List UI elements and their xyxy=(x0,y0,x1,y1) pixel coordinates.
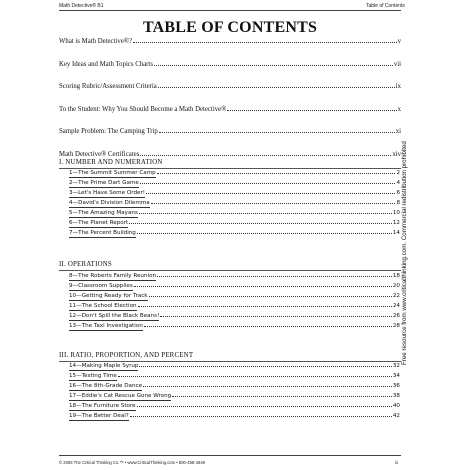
section-divider xyxy=(59,168,401,169)
toc-entry-page: 24 xyxy=(392,303,400,309)
leader-dots xyxy=(172,396,392,397)
toc-entry-label: 7—The Percent Building xyxy=(69,230,136,236)
page-title: TABLE OF CONTENTS xyxy=(142,19,318,36)
toc-entry-label: Math Detective® Certificates xyxy=(59,150,140,158)
leader-dots xyxy=(139,213,392,214)
leader-dots xyxy=(137,233,392,234)
toc-entry-page: 38 xyxy=(392,393,400,399)
toc-entry-page: x xyxy=(397,105,401,113)
leader-dots xyxy=(144,326,392,327)
toc-entry-label: 10—Getting Ready for Track xyxy=(69,293,148,299)
toc-entry[interactable] xyxy=(69,393,400,403)
toc-entry-label: 19—The Better Deal? xyxy=(69,413,129,419)
footer-divider xyxy=(59,455,401,456)
toc-entry[interactable] xyxy=(69,283,400,293)
toc-entry-key-ideas[interactable] xyxy=(59,61,401,84)
leader-dots xyxy=(160,316,392,317)
toc-entry[interactable] xyxy=(69,303,400,313)
leader-dots xyxy=(140,183,396,184)
leader-dots xyxy=(139,366,391,367)
toc-entry[interactable] xyxy=(69,413,400,423)
toc-entry-label: 17—Eddie's Cat Rescue Gone Wrong xyxy=(69,393,172,399)
side-notice: Free resource from www.criticalthinking.com. Commercial redistribution prohibited xyxy=(401,141,408,365)
toc-entry[interactable] xyxy=(69,293,400,303)
section-heading-number-numeration: I. NUMBER AND NUMERATION xyxy=(59,159,163,166)
running-header-left: Math Detective® B1 xyxy=(59,3,104,9)
toc-entry-page: 32 xyxy=(392,363,400,369)
toc-entry-label: 18—The Furniture Store xyxy=(69,403,136,409)
toc-entry-label: 15—Testing Time xyxy=(69,373,117,379)
toc-entry-label: 1—The Summit Summer Camp xyxy=(69,170,156,176)
toc-entry-page: 18 xyxy=(392,273,400,279)
leader-dots xyxy=(134,286,392,287)
leader-dots xyxy=(133,42,397,43)
toc-entry-label: 2—The Prime Dart Game xyxy=(69,180,139,186)
toc-entry[interactable] xyxy=(69,220,400,230)
toc-entry-page: 2 xyxy=(396,170,400,176)
toc-entry-page: ix xyxy=(395,83,401,91)
toc-entry-label: 16—The 8th-Grade Dance xyxy=(69,383,143,389)
section-divider xyxy=(59,361,401,362)
toc-entry-page: 20 xyxy=(392,283,400,289)
toc-entry[interactable] xyxy=(69,230,400,240)
toc-entry-page: vii xyxy=(393,60,401,68)
toc-entry[interactable] xyxy=(69,313,400,323)
toc-entry-page: 40 xyxy=(392,403,400,409)
toc-entry-to-the-student[interactable] xyxy=(59,106,401,129)
toc-entry[interactable] xyxy=(69,190,400,200)
toc-entry-scoring-rubric[interactable] xyxy=(59,83,401,106)
toc-entry-label: Scoring Rubric/Assessment Criteria xyxy=(59,83,157,91)
leader-dots xyxy=(158,87,395,88)
section-list-operations xyxy=(69,273,400,333)
front-matter-list xyxy=(59,38,401,174)
section-list-ratio-proportion-percent xyxy=(69,363,400,423)
footer-copyright: © 2005 The Critical Thinking Co.™ • www.CriticalThinking.com • 800-458-4849 xyxy=(59,460,205,465)
leader-dots xyxy=(151,203,396,204)
leader-dots xyxy=(140,155,391,156)
toc-entry-page: 6 xyxy=(396,190,400,196)
toc-entry-label: 8—The Roberts Family Reunion xyxy=(69,273,157,279)
toc-entry-page: 26 xyxy=(392,313,400,319)
toc-entry[interactable] xyxy=(69,170,400,180)
toc-entry-label: What is Math Detective®? xyxy=(59,38,132,45)
leader-dots xyxy=(130,416,392,417)
leader-dots xyxy=(143,386,392,387)
section-list-number-numeration xyxy=(69,170,400,240)
leader-dots xyxy=(137,406,392,407)
toc-entry-sample-problem[interactable] xyxy=(59,128,401,151)
toc-entry-page: xi xyxy=(395,128,401,136)
toc-entry-page: 42 xyxy=(392,413,400,419)
leader-dots xyxy=(138,306,392,307)
toc-entry[interactable] xyxy=(69,210,400,220)
toc-entry[interactable] xyxy=(69,273,400,283)
toc-entry-label: 14—Making Maple Syrup xyxy=(69,363,139,369)
header-divider xyxy=(59,10,401,11)
toc-entry[interactable] xyxy=(69,363,400,373)
toc-entry-label: 6—The Planet Report xyxy=(69,220,129,226)
toc-entry-label: 13—The Taxi Investigation xyxy=(69,323,143,329)
toc-entry-what-is[interactable] xyxy=(59,38,401,61)
leader-dots xyxy=(227,110,396,111)
toc-entry-label: 9—Classroom Supplies xyxy=(69,283,133,289)
toc-entry-page: 12 xyxy=(392,220,400,226)
toc-entry-page: v xyxy=(397,38,401,45)
section-divider xyxy=(59,270,401,271)
toc-entry[interactable] xyxy=(69,180,400,190)
toc-entry-label: 3—Let's Have Some Order! xyxy=(69,190,145,196)
toc-entry-page: 4 xyxy=(396,180,400,186)
toc-entry-label: 11—The School Election xyxy=(69,303,137,309)
toc-entry-page: 36 xyxy=(392,383,400,389)
running-header-right: Table of Contents xyxy=(366,3,405,9)
toc-entry-label: Sample Problem: The Camping Trip xyxy=(59,128,158,136)
toc-entry-label: 12—Don't Spill the Black Beans! xyxy=(69,313,160,319)
leader-dots xyxy=(159,132,395,133)
leader-dots xyxy=(154,65,393,66)
leader-dots xyxy=(129,223,392,224)
toc-entry-page: xiv xyxy=(392,150,401,158)
toc-entry-page: 14 xyxy=(392,230,400,236)
toc-entry-label: To the Student: Why You Should Become a Math Detective® xyxy=(59,105,227,113)
leader-dots xyxy=(157,276,392,277)
leader-dots xyxy=(146,193,395,194)
toc-entry[interactable] xyxy=(69,383,400,393)
toc-entry[interactable] xyxy=(69,373,400,383)
toc-entry-page: 22 xyxy=(392,293,400,299)
leader-dots xyxy=(118,376,392,377)
section-heading-ratio-proportion-percent: III. RATIO, PROPORTION, AND PERCENT xyxy=(59,352,194,359)
toc-entry-label: 5—The Amazing Mayans xyxy=(69,210,138,216)
toc-entry-page: 10 xyxy=(392,210,400,216)
toc-entry-page: 8 xyxy=(396,200,400,206)
toc-entry-label: 4—David's Division Dilemma xyxy=(69,200,150,206)
toc-entry-page: 28 xyxy=(392,323,400,329)
toc-entry[interactable] xyxy=(69,323,400,333)
leader-dots xyxy=(149,296,392,297)
toc-entry-page: 34 xyxy=(392,373,400,379)
section-heading-operations: II. OPERATIONS xyxy=(59,261,112,268)
page-number: iii xyxy=(395,460,398,465)
toc-entry[interactable] xyxy=(69,200,400,210)
leader-dots xyxy=(157,173,396,174)
toc-entry-label: Key Ideas and Math Topics Charts xyxy=(59,60,153,68)
toc-entry[interactable] xyxy=(69,403,400,413)
